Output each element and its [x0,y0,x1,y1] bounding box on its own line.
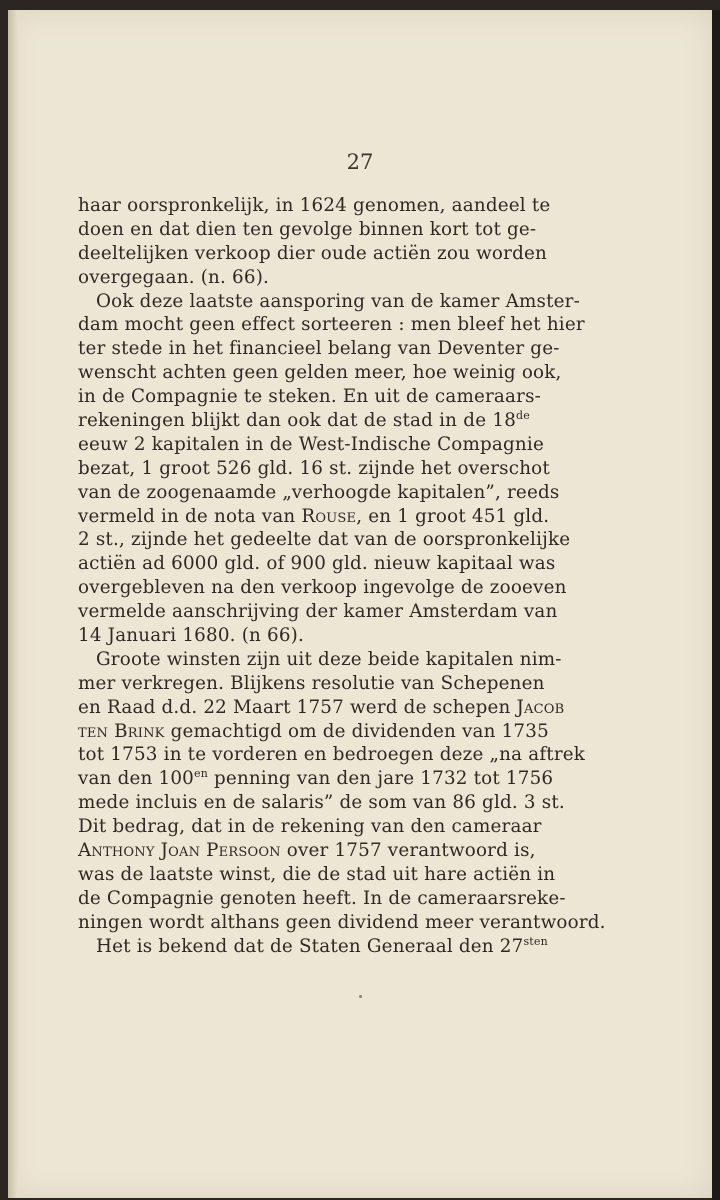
text-line [78,624,530,648]
text-span: overgegaan. (n. 66). [78,266,270,288]
text-line [78,409,530,433]
page-number: 27 [346,150,374,174]
small-caps-name: Anthony Joan Persoon [78,840,281,862]
text-span: vermelde aanschrijving der kamer Amsterdam van [78,601,558,623]
superscript: en [194,767,209,781]
text-line [78,528,571,552]
text-line [78,743,586,767]
text-line [78,600,558,624]
text-span: mede incluis en de salaris” de som van 86 gld. 3 st. [78,792,565,814]
text-span: van de zoogenaamde „verhoogde kapitalen”, reeds [78,481,560,503]
text-span: , en 1 groot 451 gld. [356,505,550,527]
text-span: eeuw 2 kapitalen in de West-Indische Compagnie [78,433,544,455]
text-span: wenscht achten geen gelden meer, hoe weinig ook, [78,362,562,384]
text-line [78,863,556,887]
text-span: deeltelijken verkoop dier oude actiën zou worden [78,242,547,264]
text-span: mer verkregen. Blijkens resolutie van Schepenen [78,672,545,694]
text-span: ter stede in het financieel belang van Deventer ge- [78,338,560,360]
text-line [78,815,542,839]
text-line [78,385,542,409]
text-span: rekeningen blijkt dan ook dat de stad in de 18 [78,410,517,432]
text-line [78,361,562,385]
text-line [78,337,560,361]
text-line [78,552,556,576]
text-span: de Compagnie genoten heeft. In de cameraarsreke- [78,887,566,909]
small-caps-name: Rouse [301,505,357,527]
text-span: bezat, 1 groot 526 gld. 16 st. zijnde het overschot [78,457,550,479]
text-span: en Raad d.d. 22 Maart 1757 werd de schepen [78,696,517,718]
text-span: tot 1753 in te vorderen en bedroegen deze „na aftrek [78,744,586,766]
text-span: Het is bekend dat de Staten Generaal den 27 [96,935,524,957]
text-line [78,481,560,505]
text-line [78,218,537,242]
superscript: de [516,408,530,422]
text-span: Groote winsten zijn uit deze beide kapitalen nim- [96,648,562,670]
text-span: doen en dat dien ten gevolge binnen kort tot ge- [78,218,537,240]
page-spine-shadow [8,10,18,1198]
text-line [78,433,544,457]
page-right-edge [712,10,720,1200]
text-line [78,791,565,815]
text-line [78,266,530,290]
text-span: was de laatste winst, die de stad uit hare actiën in [78,863,556,885]
text-line [78,911,606,935]
text-line [78,720,549,744]
text-line [78,313,585,337]
text-span: vermeld in de nota van [78,505,302,527]
text-line [78,696,565,720]
text-line [78,767,554,791]
text-span: Dit bedrag, dat in de rekening van den cameraar [78,816,542,838]
small-caps-name: ten Brink [78,720,165,742]
text-line [78,505,550,529]
text-line [78,648,562,672]
small-caps-name: Jacob [516,696,565,718]
text-span: haar oorspronkelijk, in 1624 genomen, aandeel te [78,195,551,216]
text-span: over 1757 verantwoord is, [280,840,536,862]
text-span: van den 100 [78,768,195,790]
text-span: gemachtigd om de dividenden van 1735 [164,720,549,742]
paper-speck [359,995,362,998]
text-line [78,242,547,266]
text-line [78,672,545,696]
text-line [78,839,536,863]
superscript: sten [523,934,548,948]
text-span: actiën ad 6000 gld. of 900 gld. nieuw kapitaal was [78,553,556,575]
text-span: dam mocht geen effect sorteeren : men bleef het hier [78,314,585,336]
text-span: 14 Januari 1680. (n 66). [78,625,305,647]
text-line [78,457,550,481]
text-span: penning van den jare 1732 tot 1756 [208,768,554,790]
text-span: ningen wordt althans geen dividend meer verantwoord. [78,911,606,933]
text-span: Ook deze laatste aansporing van de kamer Amster- [96,290,580,312]
text-line [78,934,548,959]
text-line [78,194,551,218]
text-span: overgebleven na den verkoop ingevolge de zooeven [78,577,567,599]
text-span: 2 st., zijnde het gedeelte dat van de oorspronkelijke [78,529,571,551]
text-line [78,887,566,911]
body-text [78,194,606,959]
text-line [78,290,580,314]
text-line [78,576,567,600]
text-span: in de Compagnie te steken. En uit de cameraars- [78,386,542,408]
